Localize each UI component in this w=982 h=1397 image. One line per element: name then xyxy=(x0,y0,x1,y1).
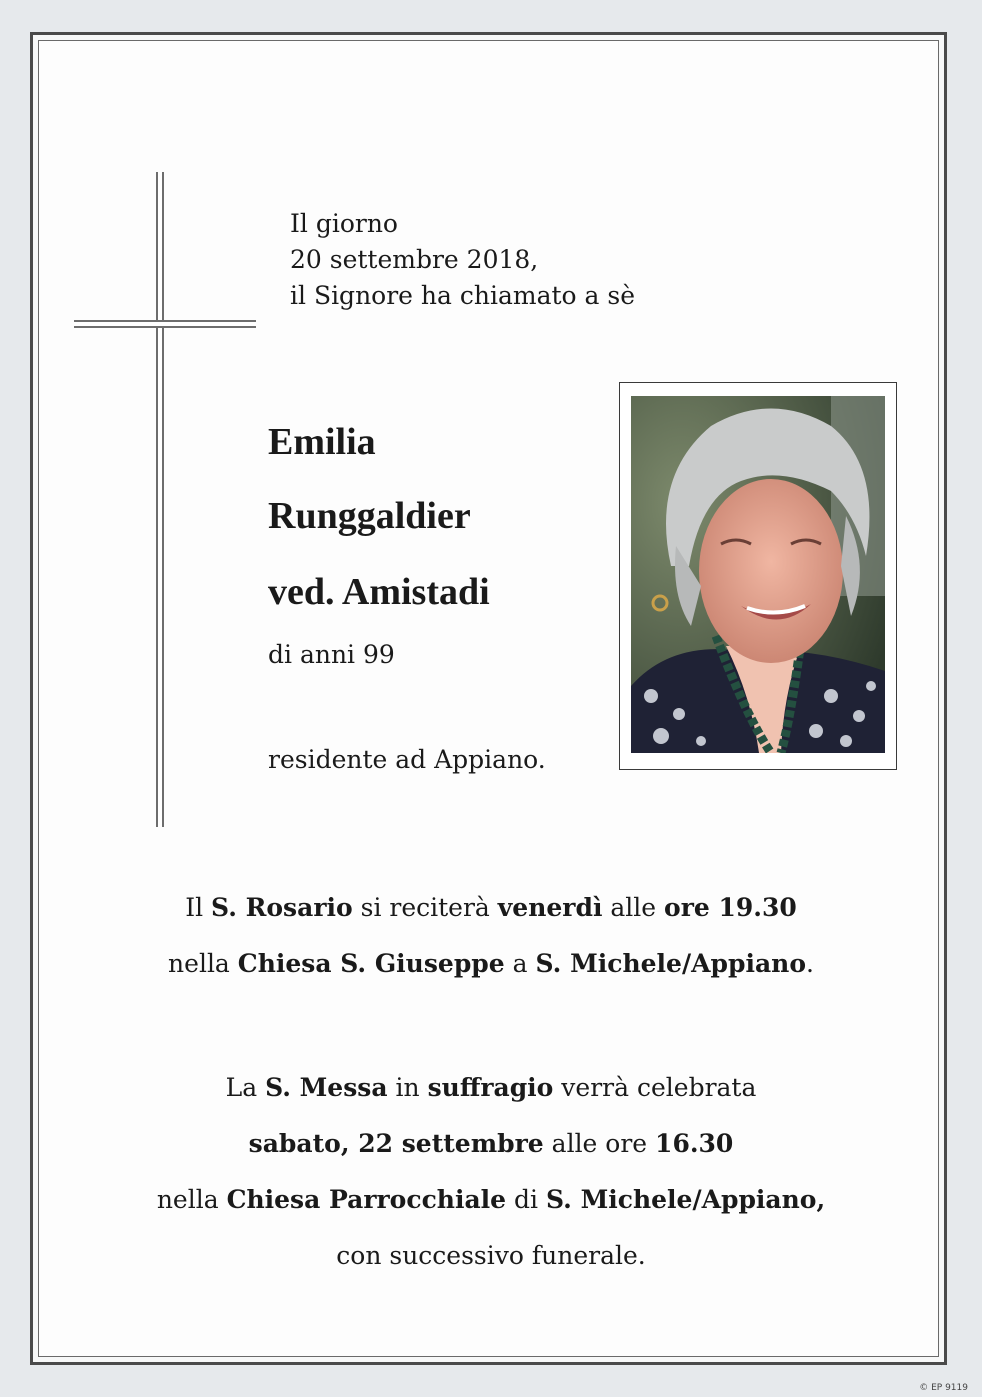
first-name: Emilia xyxy=(268,421,376,463)
mass-line-4: con successivo funerale. xyxy=(336,1241,646,1270)
mass-line-2: sabato, 22 settembre alle ore 16.30 xyxy=(248,1129,734,1158)
rosary-line-1: Il S. Rosario si reciterà venerdì alle ore 19.30 xyxy=(185,893,797,922)
mass-line-3: nella Chiesa Parrocchiale di S. Michele/Appiano, xyxy=(156,1185,826,1214)
last-name: Runggaldier xyxy=(268,495,471,537)
intro-line: Il giorno xyxy=(290,209,398,238)
rosary-notice xyxy=(0,880,982,992)
rosary-line-2: nella Chiesa S. Giuseppe a S. Michele/Appiano. xyxy=(168,949,814,978)
age: di anni 99 xyxy=(268,640,395,669)
married-name: ved. Amistadi xyxy=(268,571,490,613)
mass-notice xyxy=(0,1060,982,1284)
mass-line-1: La S. Messa in suffragio verrà celebrata xyxy=(225,1073,757,1102)
portrait-photo xyxy=(631,396,885,753)
intro-line: il Signore ha chiamato a sè xyxy=(290,281,635,310)
cross-bar xyxy=(74,320,256,328)
intro-text xyxy=(290,206,635,314)
intro-line: 20 settembre 2018, xyxy=(290,245,539,274)
print-code: © EP 9119 xyxy=(919,1383,968,1393)
cross-icon xyxy=(156,172,164,827)
residence: residente ad Appiano. xyxy=(268,745,546,774)
